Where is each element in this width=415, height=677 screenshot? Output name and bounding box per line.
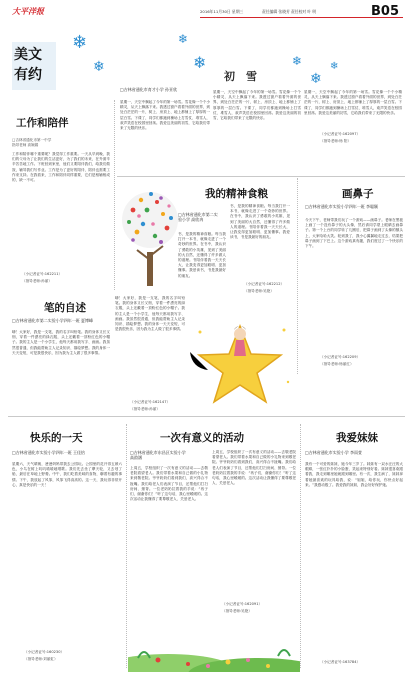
teacher-note: （指导老师:杨 阳） [320, 139, 352, 143]
teacher-note: （指导老师:孙丽） [130, 407, 160, 411]
snowflake-icon: ❄ [178, 32, 189, 46]
snowflake-icon: ❄ [310, 71, 322, 87]
article-body: 我有一个可爱的妹妹，她今年三岁了。妹妹有一双水汪汪的大眼睛，一张红扑扑的小脸蛋，笑起来特别好看。妹妹很喜欢跟着我，我走到哪里她就跟到哪里。有一次，我生病了，妹妹拿着她最喜欢的玩具给我，说：“姐姐，给你玩，你快点好起来。”我感动极了。我爱我的妹妹，我会好好保护她。 [305, 462, 403, 487]
teacher-note: （指导老师:杨丽红） [320, 362, 354, 366]
article-body-col3: 星期一，天空中飘起了今年的第一场雪。雪花像一个个小精灵，从天上飘落下来。我透过窗户看着外面的世界，到处白茫茫的一片，树上、房顶上、地上都铺上了厚厚的一层白雪。下课了，同学们都跑到操场上打雪仗、堆雪人，欢声笑语在校园里回荡。我爱这美丽的初雪，它给我们带来了无限的快乐。 [304, 90, 402, 115]
article-title: 笔的自述 [44, 302, 86, 314]
article-byline: □吉林省通化市第二实验小学 高欣冉 [178, 212, 218, 222]
teacher-note: （指导老师:吴艳） [222, 609, 252, 613]
reporter-code: （小记者证号:162209） [320, 355, 361, 359]
editor-line: 责任编辑 张晓芳 责任校对 叶 明 [262, 9, 317, 14]
article-body: 工作和陪伴哪个重要呢？我觉得工作重要。一天从早到晚，我们的父母为了让我们的生活更好，为了我们的未来，在外面辛辛苦苦地工作。下班回到家里，他们又要陪伴我们，给我们做饭，辅导我们写作业。工作是为了更好的陪伴，陪伴也需要工作来支持。在我看来，工作和陪伴同样重要，它们是相辅相成的，缺一不可。 [12, 152, 110, 183]
column-divider [126, 424, 127, 668]
reporter-code: （小记者证号:162097） [320, 132, 361, 136]
article-title: 我的精神食粮 [205, 188, 268, 200]
article-byline: □吉林省通化市第一中学 指导老师 高婉娟 [12, 138, 52, 147]
teacher-note: （指导老师:吴艳） [244, 289, 274, 293]
article-byline: □吉林省通化市东昌区实验小学 高韵涵 [130, 450, 186, 460]
article-body-col1: 书，是我的精神食粮。每当我打开一本书，就像走进了一个奇妙的世界。在书中，我认识了勇敢的小英雄，见到了美丽的大自然，还懂得了许多做人的道理。书陪伴着我一天天长大，让我变得更加聪明、更加懂事。我爱读书，书是我最好的朋友。 [178, 232, 226, 278]
column-divider [114, 100, 115, 290]
article-body-col1: 星期一，天空中飘起了今年的第一场雪。雪花像一个个小精灵，从天上飘落下来。我透过窗户看着外面的世界，到处白茫茫的一片，树上、房顶上、地上都铺上了厚厚的一层白雪。下课了，同学们都跑到操场上打雪仗、堆雪人，欢声笑语在校园里回荡。我爱这美丽的初雪，它给我们带来了无限的快乐。 [120, 100, 210, 131]
tree-illustration [117, 180, 183, 290]
article-body: 星期六，天气晴朗，爸爸妈妈带我去公园玩。公园里的花开得五颜六色，小鸟在树上叽叽喳喳地唱歌。我们先去坐了摩天轮，又去划了船，最后在草地上野餐。中午，我们吃着美味的食物，聊着有趣的事情。下午，我放起了风筝，风筝飞得高高的。这一天，我玩得非常开心，真是快乐的一天！ [12, 462, 122, 487]
snowflake-icon: ❄ [292, 54, 303, 68]
article-title: 快乐的一天 [30, 432, 83, 444]
article-body-col2: 星期一，天空中飘起了今年的第一场雪。雪花像一个个小精灵，从天上飘落下来。我透过窗户看着外面的世界，到处白茫茫的一片，树上、房顶上、地上都铺上了厚厚的一层白雪。下课了，同学们都跑到操场上打雪仗、堆雪人，欢声笑语在校园里回荡。我爱这美丽的初雪，它给我们带来了无限的快乐。 [213, 90, 301, 121]
column-divider [297, 178, 298, 374]
article-title: 工作和陪伴 [16, 117, 69, 129]
reporter-code: （小记者证号:160230） [24, 650, 65, 654]
article-body: 今天下午，老师带我们玩了一个游戏——画鼻子。老师在黑板上画了一个没有鼻子的大头像，然后请同学蒙上眼睛去画鼻子。第一个上台的同学转了几圈后，把鼻子画到了头像的额头上，大家哈哈大笑。轮到我了，我小心翼翼地走过去，结果把鼻子画到了下巴上。这个游戏真有趣，我们度过了一个快乐的下午。 [305, 218, 403, 249]
article-byline: □吉林省通化市实验小学 李雨萱 [305, 450, 363, 455]
article-body-col2: 上周五，学校组织了一次有意义的活动——去敬老院看望老人。我们带着水果和自己做的小礼物来到敬老院。爷爷奶奶们看到我们，高兴得合不拢嘴。我们给老人们表演了节目，还帮他们打扫房间、捶背。一位老奶奶拉着我的手说：“孩子们，谢谢你们！”听了这句话，我心里暖暖的。这次活动让我懂得了要尊敬老人、关爱老人。 [212, 450, 296, 486]
article-byline: □吉林省通化市第二实验小学四年一班 夏博峰 [12, 318, 94, 323]
section-title-block [12, 42, 56, 90]
page-number: B05 [371, 4, 399, 19]
article-byline: □吉林省通化市实验小学四年一班 李聪颖 [305, 204, 379, 209]
article-title: 初 雪 [224, 70, 257, 83]
article-body-col2: 书，是我的精神食粮。每当我打开一本书，就像走进了一个奇妙的世界。在书中，我认识了勇敢的小英雄，见到了美丽的大自然，还懂得了许多做人的道理。书陪伴着我一天天长大，让我变得更加聪明、更加懂事。我爱读书，书是我最好的朋友。 [230, 204, 290, 240]
snowflake-icon: ❄ [193, 53, 207, 72]
reporter-code: （小记者证号:162211） [22, 272, 63, 276]
article-body-col1: 嗨！大家好，我是一支笔，我的名字叫铅笔。我的身体又长又细，穿着一件漂亮的绿衣服，头上还戴着一顶粉红色的小帽子。我的主人是一个小学生，他每天都用我写字、画画。我虽然很普通，但我能帮助主人记录知识、描绘梦想。我的身体一天天变短，可是我很快乐，因为我为主人做了很多事情。 [12, 330, 110, 355]
section-title-line1: 美文 [14, 47, 42, 63]
snowflake-icon: ❄ [330, 61, 339, 72]
article-title: 画鼻子 [342, 188, 374, 200]
article-body-col1: 上周五，学校组织了一次有意义的活动——去敬老院看望老人。我们带着水果和自己做的小礼物来到敬老院。爷爷奶奶们看到我们，高兴得合不拢嘴。我们给老人们表演了节目，还帮他们打扫房间、捶背。一位老奶奶拉着我的手说：“孩子们，谢谢你们！”听了这句话，我心里暖暖的。这次活动让我懂得了要尊敬老人、关爱老人。 [130, 466, 208, 502]
issue-date: 2016年11月30日 星期三 [200, 9, 244, 14]
article-byline: □吉林省通化市实验小学四年一班 王佳怡 [12, 450, 86, 455]
section-title-line2: 有约 [14, 67, 42, 83]
reporter-code: （小记者证号:162212） [244, 282, 285, 286]
teacher-note: （指导老师:刘丽虹） [24, 657, 58, 661]
star-illustration [188, 312, 296, 412]
section-divider [8, 416, 405, 417]
landscape-illustration [128, 616, 300, 672]
article-byline: □吉林省通化市育才小学 孙亚欣 [120, 87, 178, 92]
article-title: 一次有意义的活动 [160, 432, 244, 444]
reporter-code: （小记者证号:162147） [130, 400, 171, 404]
section-divider [117, 176, 405, 177]
article-body-col2: 嗨！大家好，我是一支笔，我的名字叫铅笔。我的身体又长又细，穿着一件漂亮的绿衣服，头上还戴着一顶粉红色的小帽子。我的主人是一个小学生，他每天都用我写字、画画。我虽然很普通，但我能帮助主人记录知识、描绘梦想。我的身体一天天变短，可是我很快乐，因为我为主人做了很多事情。 [115, 296, 185, 332]
newspaper-logo: 大平洋报 [12, 7, 44, 16]
article-title: 我爱妹妹 [336, 432, 378, 444]
column-divider [300, 424, 301, 668]
snowflake-icon: ❄ [93, 59, 105, 75]
teacher-note: （指导老师:孙丽） [22, 279, 52, 283]
reporter-code: （小记者证号:163784） [320, 660, 361, 664]
snowflake-icon: ❄ [72, 32, 88, 53]
masthead-rule [200, 17, 403, 18]
reporter-code: （小记者证号:162091） [222, 602, 263, 606]
